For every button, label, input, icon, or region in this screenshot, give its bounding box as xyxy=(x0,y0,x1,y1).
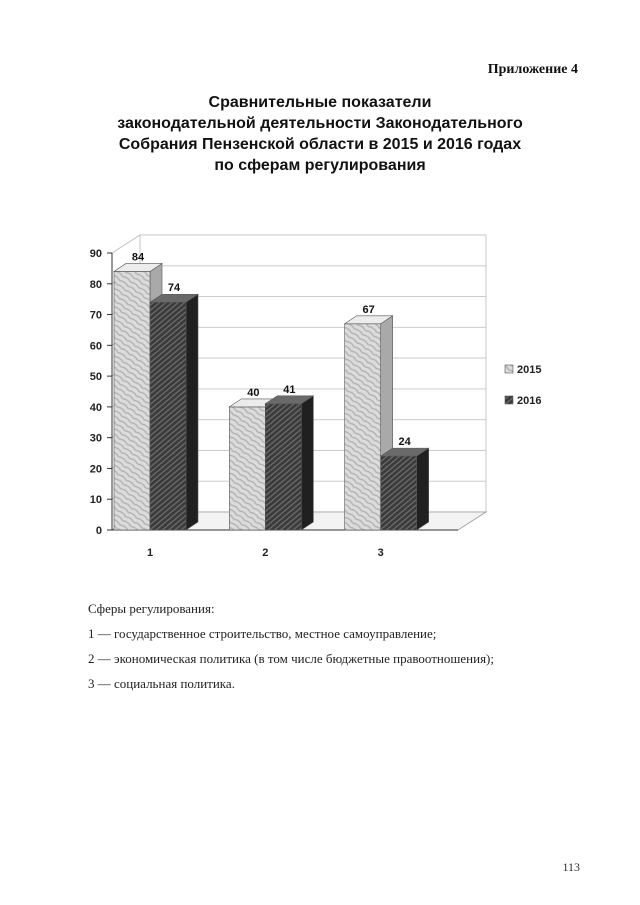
caption-heading: Сферы регулирования: xyxy=(88,601,215,616)
bar-2016-3 xyxy=(381,456,417,530)
bar-side-2016 xyxy=(417,448,429,530)
caption xyxy=(88,596,608,696)
bar-side-2016 xyxy=(186,294,198,530)
title-line: по сферам регулирования xyxy=(214,157,426,174)
x-tick-label: 3 xyxy=(377,547,384,559)
bar-chart xyxy=(0,225,640,565)
appendix-label: Приложение 4 xyxy=(487,62,578,77)
y-tick-label: 50 xyxy=(89,371,102,384)
y-tick-label: 10 xyxy=(89,494,102,507)
data-label: 40 xyxy=(247,386,260,399)
caption-item: 2 — экономическая политика (в том числе бюджетные правоотношения); xyxy=(88,651,494,666)
caption-item: 1 — государственное строительство, местное самоуправление; xyxy=(88,626,437,641)
x-tick-label: 2 xyxy=(262,547,269,559)
legend-swatch-2016 xyxy=(505,396,513,404)
data-label: 67 xyxy=(362,303,375,316)
data-label: 41 xyxy=(283,383,296,396)
legend-label: 2016 xyxy=(517,395,542,407)
bar-2015-3 xyxy=(345,324,381,530)
title-line: законодательной деятельности Законодательного xyxy=(117,115,523,132)
data-label: 84 xyxy=(131,251,145,264)
y-tick-label: 40 xyxy=(89,401,102,414)
bar-2015-2 xyxy=(229,407,265,530)
chart-title xyxy=(60,92,580,176)
data-label: 74 xyxy=(167,282,181,295)
data-label: 24 xyxy=(398,436,411,449)
caption-item: 3 — социальная политика. xyxy=(88,676,235,691)
legend-label: 2015 xyxy=(517,364,542,376)
legend-swatch-2015 xyxy=(505,365,513,373)
title-line: Собрания Пензенской области в 2015 и 2016 годах xyxy=(118,136,522,153)
y-tick-label: 70 xyxy=(89,309,102,322)
bar-side-2016 xyxy=(301,396,313,530)
y-tick-label: 60 xyxy=(89,340,102,353)
bar-2016-1 xyxy=(150,302,186,530)
bar-2015-1 xyxy=(114,271,150,530)
bar-2016-2 xyxy=(265,404,301,530)
x-tick-label: 1 xyxy=(146,547,154,559)
y-tick-label: 90 xyxy=(89,248,102,260)
page-number: 113 xyxy=(562,860,580,874)
y-tick-label: 80 xyxy=(89,278,102,291)
y-tick-label: 30 xyxy=(89,432,102,445)
y-tick-label: 0 xyxy=(95,525,102,537)
y-tick-label: 20 xyxy=(89,463,102,476)
title-line: Сравнительные показатели xyxy=(208,94,432,111)
